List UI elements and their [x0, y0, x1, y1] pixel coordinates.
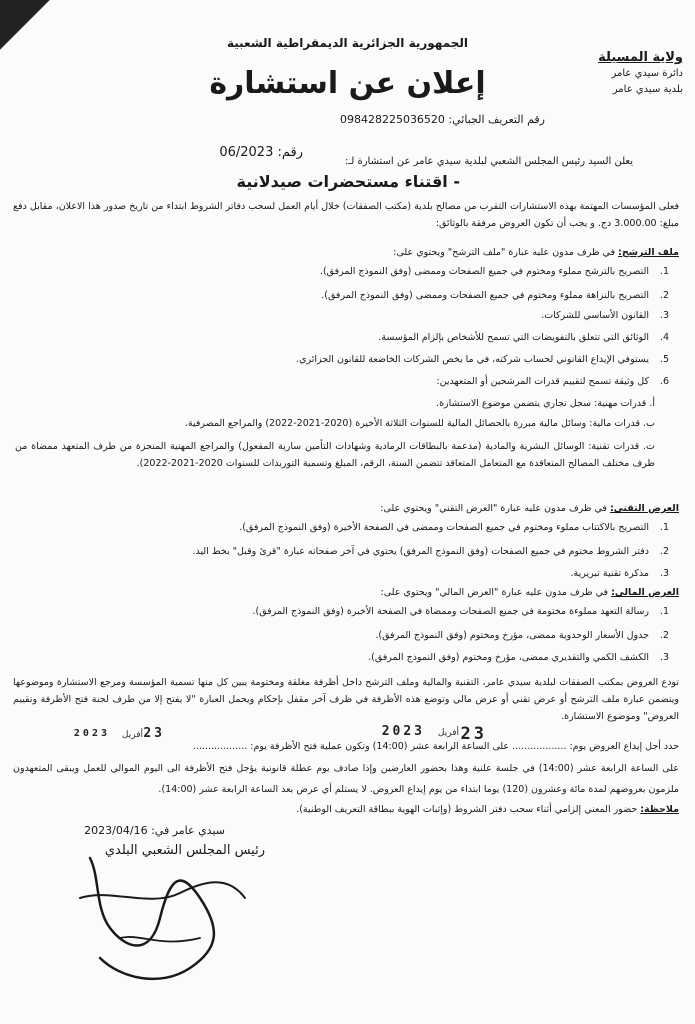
baladia-label: بلدية سيدي عامر [612, 84, 683, 95]
item-number: 5. [659, 354, 669, 365]
date-stamp-1-year: 2023 [381, 724, 425, 739]
technical-heading-label: العرض التقني: [609, 503, 679, 514]
note-label: ملاحظة: [640, 804, 679, 815]
capacity-financial: ب. قدرات مالية: وسائل مالية مبررة بالحصائل المالية للسنوات الثلاثة الأخيرة (2020-2021-2022) والمراجع المصرفية. [184, 418, 655, 429]
tax-id: رقم التعريف الجبائي: 098428225036520 [339, 113, 545, 126]
financial-item-1 [19, 606, 669, 617]
candidature-heading-text: في ظرف مدون عليه عبارة "ملف الترشح" ويحتوي على: [393, 247, 619, 258]
date-stamp-1-day: 23 [460, 724, 487, 744]
technical-heading-text: في ظرف مدون عليه عبارة "العرض التقني" ويحتوي على: [380, 503, 610, 514]
item-text: رسالة التعهد مملوءة مختومة في جميع الصفحات وممضاة في الصفحة الأخيرة (وفق النموذج المرفق). [252, 606, 649, 617]
candidature-heading [13, 244, 679, 261]
item-text: يستوفي الإيداع القانوني لحساب شركته، في ما يخص الشركات الخاضعة للقانون الجزائري. [296, 354, 649, 365]
item-text: دفتر الشروط مختوم في جميع الصفحات (وفق النموذج المرفق) يحتوي في آخر صفحاته عبارة "قرئ وقبل" بخط اليد. [192, 546, 649, 557]
date-stamp-1-month: أفريل [437, 728, 459, 738]
subject-line: - اقتناء مستحضرات صيدلانية [236, 172, 460, 191]
financial-item-2 [19, 630, 669, 641]
date-stamp-2-year: 2023 [73, 728, 110, 739]
deadline-line-1: حدد أجل إيداع العروض يوم: .................. على الساعة الرابعة عشر (14:00) وتكون عملية فتح الأظرفة يوم: .................. [192, 741, 679, 752]
item-text: الوثائق التي تتعلق بالتفويضات التي تسمح للأشخاص بإلزام المؤسسة. [378, 332, 649, 343]
item-number: 2. [659, 546, 669, 557]
financial-heading-label: العرض المالي: [611, 587, 679, 598]
item-text: مذكرة تقنية تبريرية. [570, 568, 649, 579]
item-number: 3. [659, 568, 669, 579]
deadline-line-2: على الساعة الرابعة عشر (14:00) في جلسة علنية وهذا بحضور العارضين وإذا صادف يوم عطلة قانونية يؤجل فتح الأظرفة الى اليوم الموالي للعمل ويبقى المتعهدون ملزمون بعروضهم لمدة مائة وعشرون (120) يوما ابتداء من يوم إيداع العروض. لا يستلم أي عرض بعد الساعة الرابعة عشر (14:00). [13, 763, 679, 795]
signature-title: رئيس المجلس الشعبي البلدي [104, 843, 265, 858]
capacity-professional: أ. قدرات مهنية: سجل تجاري يتضمن موضوع الاستشارة. [436, 398, 655, 409]
capacity-technical: ت. قدرات تقنية: الوسائل البشرية والمادية (مدعمة بالبطاقات الرمادية وشهادات التأمين سارية المفعول) والمراجع المهنية المنجزة من طرف المتعهد ممضاة من طرف مختلف المصالح المتعاقدة مع المتعامل المتعاقد تتضمن السنة، الرقم، المبلغ وتسمية التوريدات للسنوات 2020-2021-2022). [15, 441, 655, 469]
technical-item-2 [19, 546, 669, 557]
signature-date: سيدي عامر في: 2023/04/16 [84, 824, 225, 837]
daira-label: دائرة سيدي عامر [611, 68, 683, 79]
item-number: 1. [659, 266, 669, 277]
item-number: 2. [659, 630, 669, 641]
paragraph-deposit: تودع العروض بمكتب الصفقات لبلدية سيدي عامر، التقنية والمالية وملف الترشح داخل أظرفة مغلقة ومختومة يبين كل منها تسمية المؤسسة ومرجع الاستشارة وموضوعها ويتضمن عبارة ملف الترشح أو عرض تقني أو عرض مالي وتوضع هذه الأظرفة في ظرف آخر مقفل بإحكام ويحمل العبارة "لا يفتح إلا من طرف لجنة فتح الأظرفة وتقييم العروض" وموضوع الاستشارة. [13, 677, 679, 722]
wilaya-label: ولاية المسيلة [598, 50, 683, 65]
candidature-item-4 [19, 332, 669, 343]
technical-item-3 [19, 568, 669, 579]
item-text: كل وثيقة تسمح لتقييم قدرات المرشحين أو المتعهدين: [436, 376, 649, 387]
item-text: التصريح بالترشح مملوء ومختوم في جميع الصفحات وممضى (وفق النموذج المرفق). [319, 266, 649, 277]
financial-heading-text: في ظرف مدون عليه عبارة "العرض المالي" ويحتوي على: [380, 587, 612, 598]
technical-heading [13, 500, 679, 517]
note-text: حضور المعني إلزامي أثناء سحب دفتر الشروط (وإثبات الهوية ببطاقة التعريف الوطنية). [296, 804, 641, 815]
item-number: 3. [659, 652, 669, 663]
item-number: 3. [659, 310, 669, 321]
candidature-item-6 [19, 376, 669, 387]
candidature-item-3 [19, 310, 669, 321]
candidature-item-1 [19, 266, 669, 277]
handwritten-signature [60, 838, 260, 988]
candidature-item-2 [19, 290, 669, 301]
candidature-heading-label: ملف الترشح: [618, 247, 679, 258]
item-number: 1. [659, 522, 669, 533]
note-line [296, 804, 679, 815]
technical-item-1 [19, 522, 669, 533]
item-text: الكشف الكمي والتقديري ممضى، مؤرخ ومختوم (وفق النموذج المرفق). [368, 652, 649, 663]
financial-heading [13, 584, 679, 601]
date-stamp-2-day: 23 [143, 726, 165, 741]
intro-line: يعلن السيد رئيس المجلس الشعبي لبلدية سيدي عامر عن استشارة لـ: [344, 156, 633, 167]
item-number: 1. [659, 606, 669, 617]
item-number: 2. [659, 290, 669, 301]
item-number: 4. [659, 332, 669, 343]
item-text: التصريح بالاكتتاب مملوء ومختوم في جميع الصفحات وممضى في الصفحة الأخيرة (وفق النموذج المرفق). [239, 522, 649, 533]
reference-number: رقم: 06/2023 [219, 145, 303, 160]
page-title: إعلان عن استشارة [209, 66, 486, 101]
item-number: 6. [659, 376, 669, 387]
item-text: جدول الأسعار الوحدوية ممضى، مؤرخ ومختوم (وفق النموذج المرفق). [375, 630, 649, 641]
paragraph-intro: فعلى المؤسسات المهتمة بهذه الاستشارات التقرب من مصالح بلدية (مكتب الصفقات) خلال أيام العمل لسحب دفاتر الشروط ابتداء من تاريخ صدور هذا الاعلان، مقابل دفع مبلغ: 3.000.00 دج. و يجب أن تكون العروض مرفقة بالوثائق: [13, 201, 679, 229]
financial-item-3 [19, 652, 669, 663]
item-text: القانون الأساسي للشركات. [541, 310, 649, 321]
republic-header: الجمهورية الجزائرية الديمقراطية الشعبية [226, 36, 469, 50]
candidature-item-5 [19, 354, 669, 365]
date-stamp-2-month: أفريل [121, 730, 143, 740]
item-text: التصريح بالنزاهة مملوء ومختوم في جميع الصفحات وممضى (وفق النموذج المرفق). [321, 290, 649, 301]
